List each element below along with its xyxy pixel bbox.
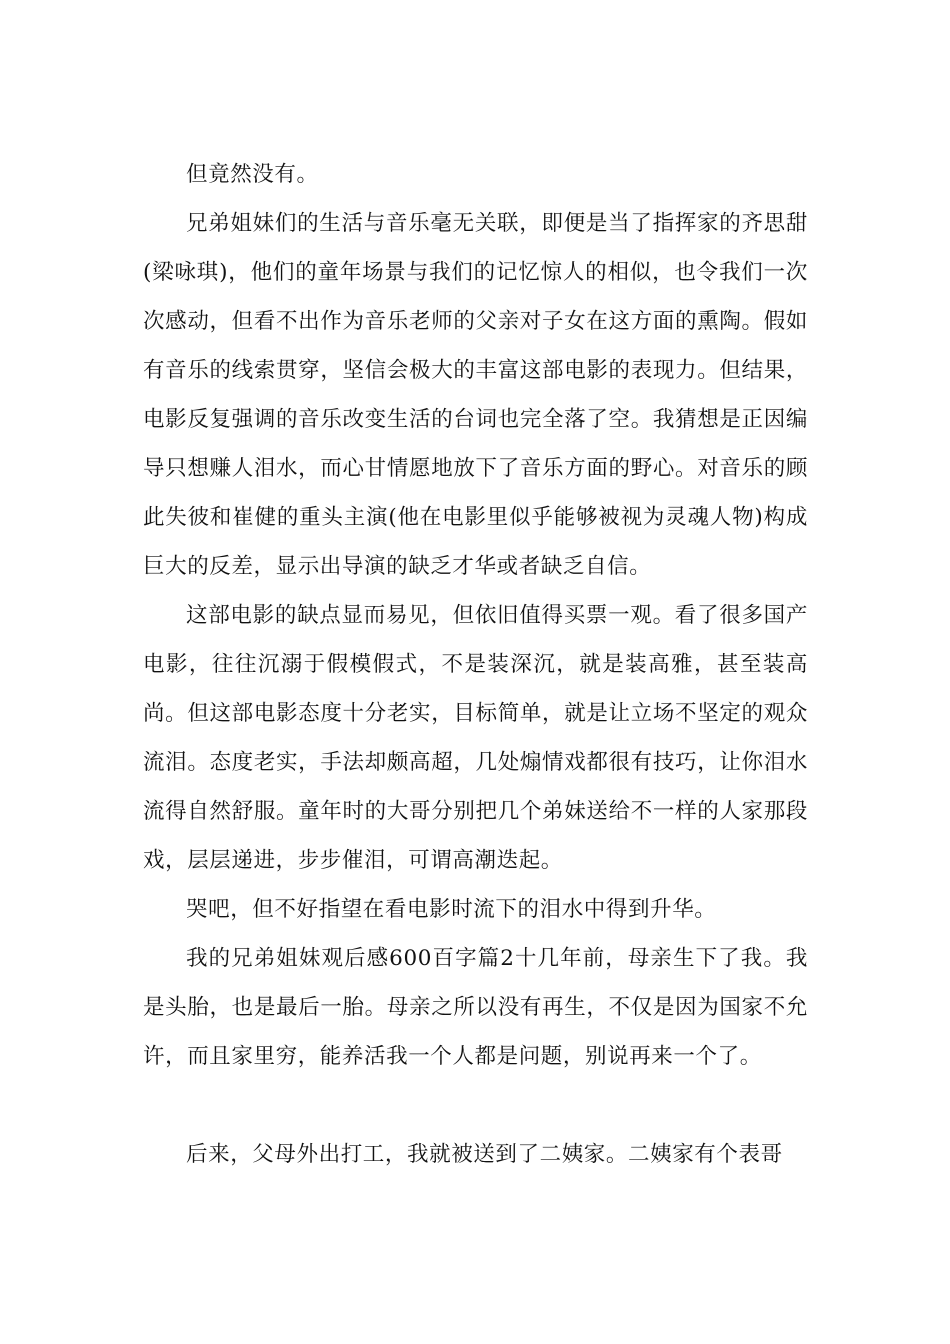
paragraph-1: 但竟然没有。 [186, 162, 319, 187]
paragraph-5: 我的兄弟姐妹观后感600百字篇2十几年前，母亲生下了我。我是头胎，也是最后一胎。母亲之所以没有再生，不仅是因为国家不允许，而且家里穷，能养活我一个人都是问题，别说再来一个了。 [143, 946, 808, 1069]
paragraph-2: 兄弟姐妹们的生活与音乐毫无关联，即便是当了指挥家的齐思甜(梁咏琪)，他们的童年场景与我们的记忆惊人的相似，也令我们一次次感动，但看不出作为音乐老师的父亲对子女在这方面的熏陶。假如有音乐的线索贯穿，坚信会极大的丰富这部电影的表现力。但结果，电影反复强调的音乐改变生活的台词也完全落了空。我猜想是正因编导只想赚人泪水，而心甘情愿地放下了音乐方面的野心。对音乐的顾此失彼和崔健的重头主演(他在电影里似乎能够被视为灵魂人物)构成巨大的反差，显示出导演的缺乏才华或者缺乏自信。 [143, 211, 808, 579]
paragraph-4: 哭吧，但不好指望在看电影时流下的泪水中得到升华。 [186, 897, 717, 922]
paragraph-6: 后来，父母外出打工，我就被送到了二姨家。二姨家有个表哥 [186, 1142, 783, 1167]
paragraph-3: 这部电影的缺点显而易见，但依旧值得买票一观。看了很多国产电影，往往沉溺于假模假式，不是装深沉，就是装高雅，甚至装高尚。但这部电影态度十分老实，目标简单，就是让立场不坚定的观众流泪。态度老实，手法却颇高超，几处煽情戏都很有技巧，让你泪水流得自然舒服。童年时的大哥分别把几个弟妹送给不一样的人家那段戏，层层递进，步步催泪，可谓高潮迭起。 [143, 603, 808, 873]
document-body [143, 150, 808, 1179]
paragraph-gap [143, 1081, 808, 1130]
